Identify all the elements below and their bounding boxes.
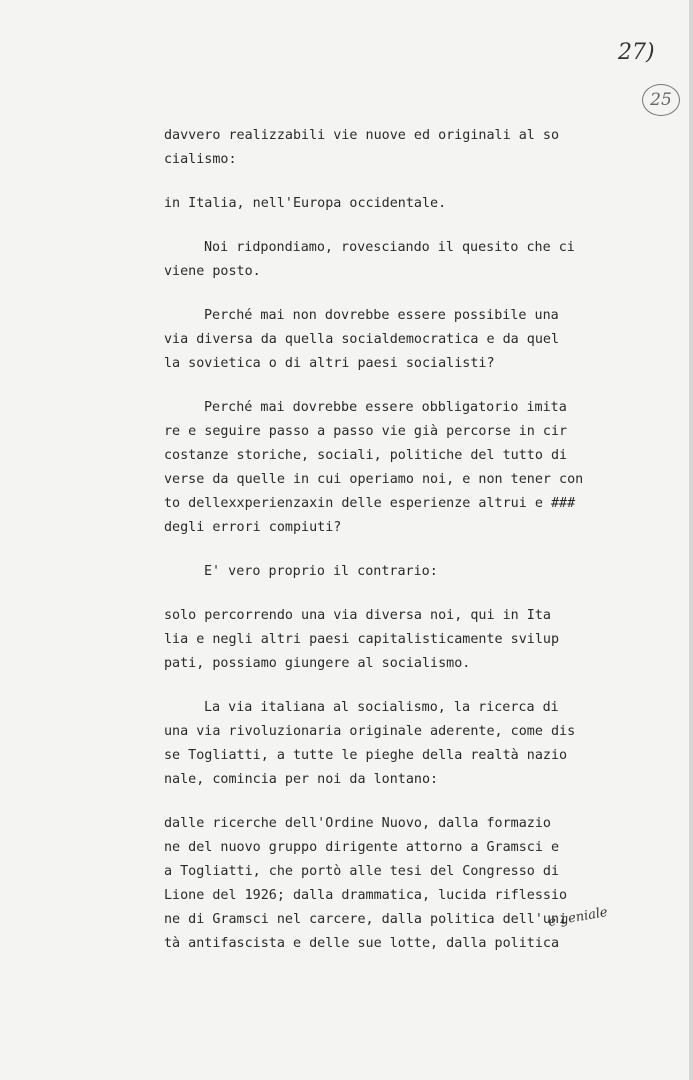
paragraph <box>164 396 634 540</box>
text-line: nale, comincia per noi da lontano: <box>164 772 439 787</box>
text-line: ne del nuovo gruppo dirigente attorno a Gramsci e <box>164 840 560 855</box>
page-edge <box>689 0 693 1080</box>
text-line: Perché mai non dovrebbe essere possibile una <box>204 308 559 323</box>
text-line: se Togliatti, a tutte le pieghe della realtà nazio <box>164 748 568 763</box>
text-line: dalle ricerche dell'Ordine Nuovo, dalla formazio <box>164 816 551 831</box>
paragraph <box>164 560 634 584</box>
paragraph <box>164 124 634 172</box>
text-line: a Togliatti, che portò alle tesi del Congresso di <box>164 864 560 879</box>
text-line: pati, possiamo giungere al socialismo. <box>164 656 471 671</box>
text-line: Perché mai dovrebbe essere obbligatorio imita <box>204 400 567 415</box>
typewritten-text <box>164 124 634 956</box>
text-line: viene posto. <box>164 264 261 279</box>
text-line: Lione del 1926; dalla drammatica, lucida riflessio <box>164 888 568 903</box>
text-line: in Italia, nell'Europa occidentale. <box>164 196 447 211</box>
paragraph <box>164 304 634 376</box>
text-line: davvero realizzabili vie nuove ed originali al so <box>164 128 560 143</box>
text-line: tà antifascista e delle sue lotte, dalla politica <box>164 936 560 951</box>
paragraph <box>164 812 634 956</box>
text-line: La via italiana al socialismo, la ricerca di <box>204 700 559 715</box>
handwritten-note: e geniale <box>547 904 609 931</box>
text-line: solo percorrendo una via diversa noi, qui in Ita <box>164 608 551 623</box>
text-line: via diversa da quella socialdemocratica e da quel <box>164 332 560 347</box>
paragraph <box>164 192 634 216</box>
archive-number: 25 <box>642 84 680 116</box>
page-number: 27) <box>618 40 655 65</box>
paragraph <box>164 604 634 676</box>
text-line: verse da quelle in cui operiamo noi, e non tener con <box>164 472 584 487</box>
text-line: costanze storiche, sociali, politiche del tutto di <box>164 448 568 463</box>
text-line: una via rivoluzionaria originale aderente, come dis <box>164 724 576 739</box>
text-line: la sovietica o di altri paesi socialisti? <box>164 356 495 371</box>
text-line: re e seguire passo a passo vie già percorse in cir <box>164 424 568 439</box>
text-line: to dellexxperienzaxin delle esperienze altrui e ### <box>164 496 576 511</box>
text-line: cialismo: <box>164 152 237 167</box>
text-line: E' vero proprio il contrario: <box>204 564 438 579</box>
paragraph <box>164 236 634 284</box>
paragraph <box>164 696 634 792</box>
text-line: lia e negli altri paesi capitalisticamente svilup <box>164 632 560 647</box>
text-line: degli errori compiuti? <box>164 520 342 535</box>
text-line: ne di Gramsci nel carcere, dalla politica dell'uni <box>164 912 568 927</box>
text-line: Noi ridpondiamo, rovesciando il quesito che ci <box>204 240 575 255</box>
